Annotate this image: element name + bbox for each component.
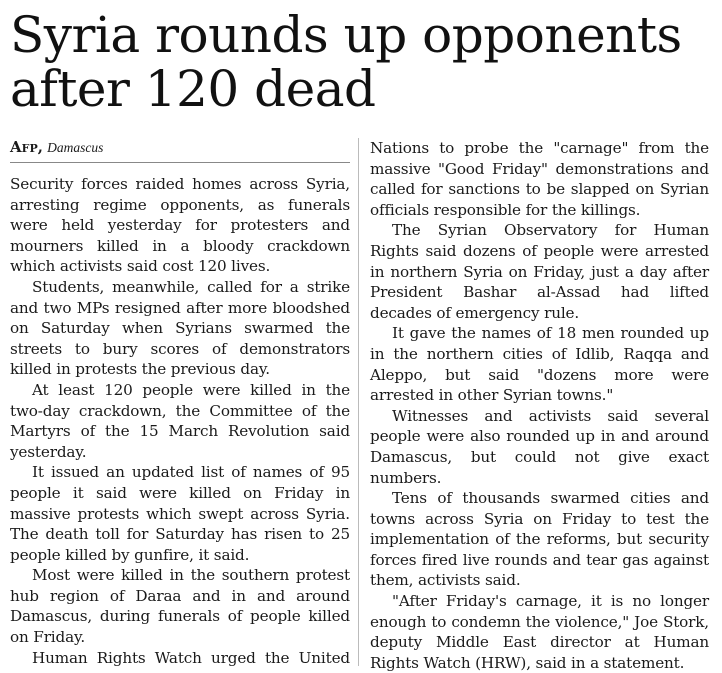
paragraph: Most were killed in the southern protest hub region of Daraa and in and around Damascus, during funerals of people killed on Friday.: [10, 566, 350, 647]
paragraph: "After Friday's carnage, it is no longer enough to condemn the violence," Joe Stork, deputy Middle East director at Human Rights Watch (HRW), said in a statement.: [370, 592, 709, 672]
paragraph: Tens of thousands swarmed cities and towns across Syria on Friday to test the implementation of the reforms, but security forces fired live rounds and tear gas against them, activists said.: [370, 489, 709, 590]
byline-place: Damascus: [47, 140, 104, 155]
paragraph: Students, meanwhile, called for a strike and two MPs resigned after more bloodshed on Saturday when Syrians swarmed the streets to bury scores of demonstrators killed in protests the previous day.: [10, 277, 350, 379]
article-column-2: [370, 138, 709, 673]
paragraph: At least 120 people were killed in the two-day crackdown, the Committee of the Martyrs of the 15 March Revolution said yesterday.: [10, 380, 350, 461]
byline-agency: Afp,: [10, 138, 43, 156]
paragraph: The Syrian Observatory for Human Rights said dozens of people were arrested in northern Syria on Friday, just a day after President Bashar al-Assad had lifted decades of emergency rule.: [370, 221, 709, 322]
paragraph: It gave the names of 18 men rounded up in the northern cities of Idlib, Raqqa and Aleppo, but said "dozens more were arrested in other Syrian towns.": [370, 324, 709, 405]
paragraph: Security forces raided homes across Syria, arresting regime opponents, as funerals were held yesterday for protesters and mourners killed in a bloody crackdown which activists said cost 120 lives.: [10, 175, 350, 276]
byline: [10, 138, 350, 163]
paragraph: Nations to probe the "carnage" from the massive "Good Friday" demonstrations and called for sanctions to be slapped on Syrian officials responsible for the killings.: [370, 139, 709, 219]
paragraph: Human Rights Watch urged the United: [32, 648, 350, 667]
paragraph: It issued an updated list of names of 95 people it said were killed on Friday in massive protests which swept across Syria. The death toll for Saturday has risen to 25 people killed by gunfire, it said.: [10, 463, 350, 564]
article-column-1: [10, 174, 350, 668]
paragraph: Witnesses and activists said several people were also rounded up in and around Damascus, but could not give exact numbers.: [370, 406, 709, 487]
column-divider: [358, 138, 359, 666]
headline: Syria rounds up opponents after 120 dead: [10, 6, 682, 118]
